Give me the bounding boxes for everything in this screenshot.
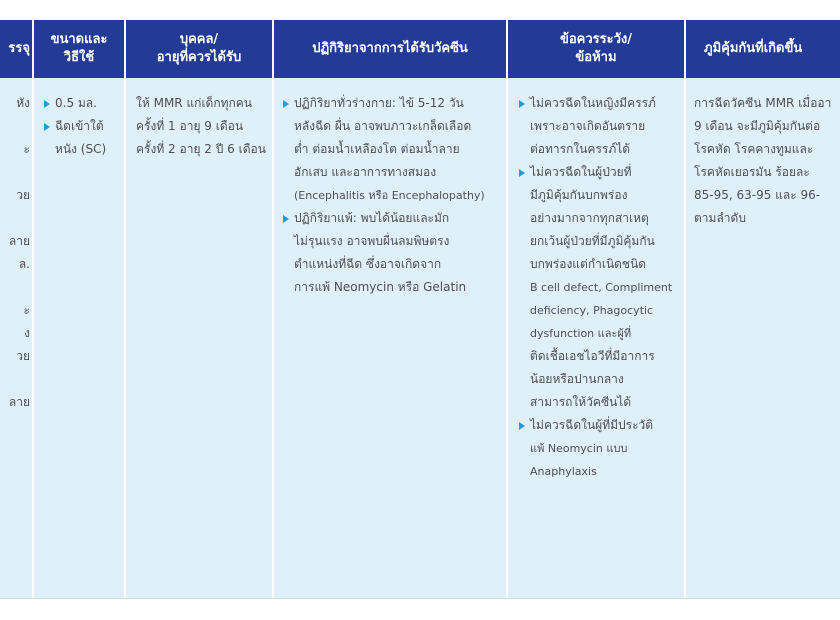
table-bottom-border bbox=[0, 598, 840, 599]
reaction-bullet: ปฏิกิริยาแพ้: พบได้น้อยและมัก ไม่รุนแรง อาจพบผื่นลมพิษตรง ตำแหน่งที่ฉีด ซึ่งอาจเกิดจาก การแพ้ Neomycin หรือ Gelatin bbox=[283, 207, 505, 299]
dose-bullet: ฉีดเข้าใต้ หนัง (SC) bbox=[44, 115, 124, 161]
vaccine-table bbox=[0, 20, 840, 598]
col-container bbox=[0, 20, 32, 598]
immunity-cell: การฉีดวัคซีน MMR เมื่ออา 9 เดือน จะมีภูมิคุ้มกันต่อ โรคหัด โรคคางทูมและ โรคหัดเยอรมัน ร้อยละ 85-95, 63-95 และ 96- ตามลำดับ bbox=[694, 96, 832, 225]
header-immunity: ภูมิคุ้มกันที่เกิดขึ้น bbox=[686, 20, 840, 78]
dose-bullet: 0.5 มล. bbox=[44, 92, 124, 115]
precaution-bullet: ไม่ควรฉีดในผู้ที่มีประวัติ แพ้ Neomycin แบบ Anaphylaxis bbox=[519, 414, 684, 483]
dose-cell bbox=[44, 92, 124, 161]
precautions-cell bbox=[519, 92, 684, 483]
header-container: รรจุ bbox=[0, 20, 32, 78]
reaction-bullet: ปฏิกิริยาทั่วร่างกาย: ไข้ 5-12 วัน หลังฉีด ผื่น อาจพบภาวะเกล็ดเลือด ต่ำ ต่อมน้ำเหลืองโต ต่อมน้ำลาย อักเสบ และอาการทางสมอง (Encephalitis หรือ Encephalopathy) bbox=[283, 92, 505, 207]
reactions-cell bbox=[283, 92, 505, 299]
col-dose bbox=[34, 20, 124, 598]
container-cell: หัง ะ วย ลาย ล. ะ ง วย ลาย bbox=[8, 96, 30, 409]
header-reactions: ปฏิกิริยาจากการได้รับวัคซีน bbox=[274, 20, 506, 78]
col-immunity bbox=[686, 20, 840, 598]
col-reactions bbox=[274, 20, 506, 598]
header-precautions: ข้อควรระวัง/ ข้อห้าม bbox=[508, 20, 684, 78]
header-dose: ขนาดและ วิธีใช้ bbox=[34, 20, 124, 78]
header-recipient: บุคคล/ อายุที่ควรได้รับ bbox=[126, 20, 272, 78]
col-recipient bbox=[126, 20, 272, 598]
col-precautions bbox=[508, 20, 684, 598]
precaution-bullet: ไม่ควรฉีดในหญิงมีครรภ์ เพราะอาจเกิดอันตราย ต่อทารกในครรภ์ได้ bbox=[519, 92, 684, 161]
precaution-bullet: ไม่ควรฉีดในผู้ป่วยที่ มีภูมิคุ้มกันบกพร่อง อย่างมากจากทุกสาเหตุ ยกเว้นผู้ป่วยที่มีภูมิคุ้มกัน บกพร่องแต่กำเนิดชนิด B cell defect, Compliment deficiency, Phagocytic dysfunction และผู้ที่ ติดเชื้อเอชไอวีที่มีอาการ น้อยหรือปานกลาง สามารถให้วัคซีนได้ bbox=[519, 161, 684, 414]
recipient-cell: ให้ MMR แก่เด็กทุกคน ครั้งที่ 1 อายุ 9 เดือน ครั้งที่ 2 อายุ 2 ปี 6 เดือน bbox=[136, 96, 266, 156]
